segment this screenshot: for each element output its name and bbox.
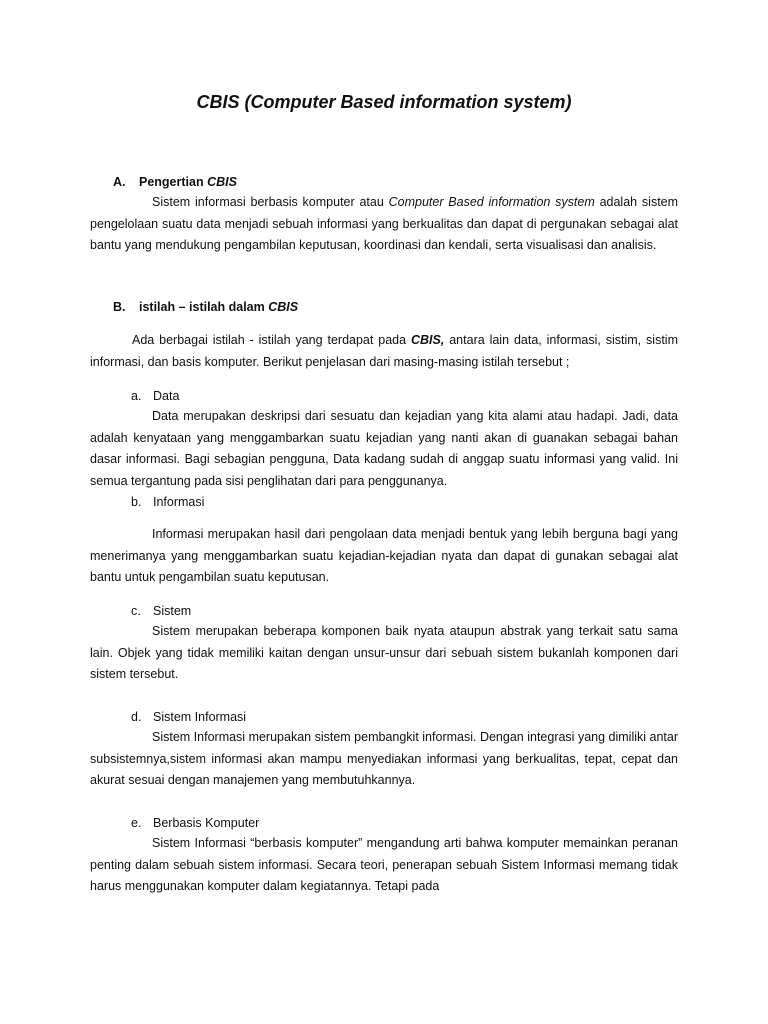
section-a-label: Pengertian xyxy=(139,175,204,189)
item-a-paragraph: Data merupakan deskripsi dari sesuatu dan kejadian yang kita alami atau hadapi. Jadi, data adalah kenyataan yang menggambarkan suatu kejadian yang nanti akan di guanakan sebagai bahan dasar informasi. Bagi sebagian pengguna, Data kadang sudah di anggap suatu informasi yang valid. Ini semua tergantung pada sisi penglihatan dari para penggunanya. xyxy=(90,409,678,488)
item-b-paragraph: Informasi merupakan hasil dari pengolaan data menjadi bentuk yang lebih berguna bagi yang menerimanya yang menggambarkan suatu kejadian-kejadian nyata dan dapat di gunakan sebagai alat bantu untuk pengambilan suatu keputusan. xyxy=(90,527,678,584)
item-d-marker: d. xyxy=(131,710,142,724)
section-b-label-italic: CBIS xyxy=(268,300,299,314)
section-b-label: istilah – istilah dalam xyxy=(139,300,265,314)
section-a-paragraph xyxy=(90,192,678,257)
item-d-label: Sistem Informasi xyxy=(153,710,247,724)
document-title: CBIS (Computer Based information system) xyxy=(196,92,572,112)
item-a-label: Data xyxy=(153,389,180,403)
item-d-heading xyxy=(131,707,246,727)
item-c-label: Sistem xyxy=(153,604,192,618)
item-e-label: Berbasis Komputer xyxy=(153,816,260,830)
item-d-paragraph: Sistem Informasi merupakan sistem pembangkit informasi. Dengan integrasi yang dimiliki antar subsistemnya,sistem informasi akan mampu menyediakan informasi yang berkualitas, tepat, cepat dan akurat sesuai dengan manajemen yang membutuhkannya. xyxy=(90,730,678,787)
section-b-paragraph xyxy=(90,330,678,373)
section-a-label-italic: CBIS xyxy=(207,175,237,189)
item-e-heading xyxy=(131,813,259,833)
section-b-text-2: antara lain data, informasi, sistim, sistim informasi, dan basis komputer. Berikut penjelasan dari masing-masing istilah tersebut ; xyxy=(90,333,678,369)
item-c-heading xyxy=(131,601,191,621)
section-a-text-1: Sistem informasi berbasis komputer atau xyxy=(152,195,384,209)
item-e-paragraph: Sistem Informasi “berbasis komputer” mengandung arti bahwa komputer memainkan peranan penting dalam sebuah sistem informasi. Secara teori, penerapan sebuah Sistem Informasi memang tidak harus menggunakan komputer dalam kegiatannya. Tetapi pada xyxy=(90,836,678,893)
item-e-marker: e. xyxy=(131,816,142,830)
item-a-heading xyxy=(131,386,179,406)
item-b-marker: b. xyxy=(131,495,142,509)
item-b-heading xyxy=(131,492,204,512)
section-b-text-italic: CBIS, xyxy=(410,333,445,347)
section-a-text-2: adalah sistem pengelolaan suatu data menjadi sebuah informasi yang berkualitas dan dapat di pergunakan sebagai alat bantu yang mendukung pengambilan keputusan, koordinasi dan kendali, serta visualisasi dan analisis. xyxy=(90,195,679,252)
section-a-marker: A. xyxy=(113,175,126,189)
item-a-marker: a. xyxy=(131,389,142,403)
section-a-heading xyxy=(113,172,237,192)
item-c-paragraph: Sistem merupakan beberapa komponen baik nyata ataupun abstrak yang terkait satu sama lain. Objek yang tidak memiliki kaitan dengan unsur-unsur dari sebuah sistem bukanlah komponen dari sistem tersebut. xyxy=(90,624,678,681)
section-b-text-1: Ada berbagai istilah - istilah yang terdapat pada xyxy=(132,333,407,347)
section-b-heading xyxy=(113,297,298,317)
item-c-marker: c. xyxy=(131,604,141,618)
item-b-label: Informasi xyxy=(153,495,205,509)
section-a-text-italic: Computer Based information system xyxy=(388,195,595,209)
section-b-marker: B. xyxy=(113,300,126,314)
